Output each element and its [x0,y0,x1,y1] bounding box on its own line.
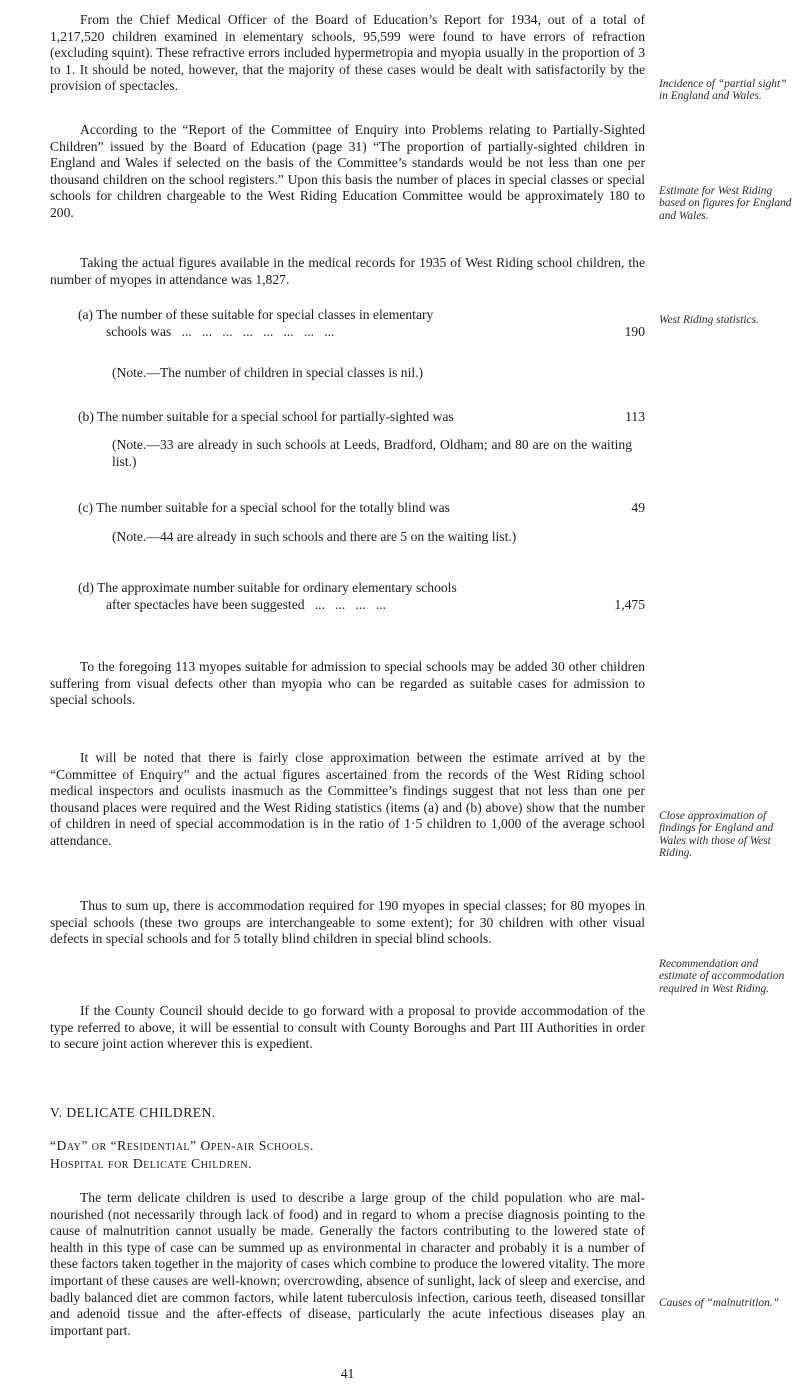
list-item-d [78,580,645,613]
list-item-a [78,307,645,340]
note-c: (Note.—44 are already in such schools and there are 5 on the waiting list.) [112,529,517,544]
item-label: (c) The number suitable for a special school for the totally blind was [78,500,450,515]
paragraph-summary: Thus to sum up, there is accommodation required for 190 myopes in special classes; for 80 myopes in special schools (these two groups are interchangeable to some extent); for 30 children with other visual defects in special schools and for 5 totally blind children in special blind schools. [50,898,645,947]
item-label-continued: schools was ... ... ... ... ... ... ... ... [106,323,335,339]
list-item-b [78,409,645,426]
margin-note-recommendation: Recommendation and estimate of accommodation required in West Riding. [659,958,785,995]
paragraph-myopes-attendance: Taking the actual figures available in the medical records for 1935 of West Riding school children, the number of myopes in attendance was 1,827. [50,255,645,287]
paragraph-county-council: If the County Council should decide to go forward with a proposal to provide accommodation of the type referred to above, it will be essential to consult with County Boroughs and Part III Authorities in order to secure joint action wherever this is expedient. [50,1003,645,1052]
item-value: 190 [624,323,645,339]
paragraph-committee-report: According to the “Report of the Committee of Enquiry into Problems relating to Partially-Sighted Children” issued by the Board of Education (page 31) “The proportion of partially-sighted children in England and Wales if selected on the basis of the Committee’s standards would be not less than one per thousand children on the school registers.” Upon this basis the number of places in special classes or special schools for children chargeable to the West Riding Education Committee would be approximately 180 to 200. [50,122,645,220]
section-subheading-hospital: Hospital for Delicate Children. [50,1156,252,1171]
list-item-c [78,500,645,517]
note-a: (Note.—The number of children in special classes is nil.) [112,365,424,380]
paragraph-delicate-children: The term delicate children is used to describe a large group of the child population who are mal-nourished (not necessarily through lack of food) and in regard to whom a precise diagnosis pointing to the cause of malnutrition cannot usually be made. Generally the factors contributing to the lowered state of health in this type of case can be summed up as environmental in character and probably it is a number of these factors taken together in the majority of cases which combine to produce the lowered vitality. The more important of these causes are well-known; overcrowding, absence of sunlight, lack of sleep and exercise, and badly balanced diet are common factors, while latent tuberculosis infection, carious teeth, diseased tonsillar and adenoid tissue and the after-effects of disease, particularly the acute infectious diseases play an important part. [50,1190,645,1338]
margin-note-malnutrition: Causes of “malnutrition.” [659,1297,779,1309]
item-value: 49 [631,500,645,515]
margin-note-approximation: Close approximation of findings for England and Wales with those of West Riding. [659,810,774,860]
paragraph-refraction-errors: From the Chief Medical Officer of the Board of Education’s Report for 1934, out of a total of 1,217,520 children examined in elementary schools, 95,599 were found to have errors of refraction (excluding squint). These refractive errors included hypermetropia and myopia usually in the proportion of 3 to 1. It should be noted, however, that the majority of these cases would be dealt with satisfactorily by the provision of spectacles. [50,12,645,94]
item-value: 113 [625,409,645,424]
note-b: (Note.—33 are already in such schools at Leeds, Bradford, Oldham; and 80 are on the waiting list.) [112,437,632,469]
item-label: (b) The number suitable for a special school for partially-sighted was [78,409,454,424]
page-number: 41 [340,1366,355,1381]
margin-note-estimate: Estimate for West Riding based on figures for England and Wales. [659,185,792,222]
section-subheading-open-air: “Day” or “Residential” Open-air Schools. [50,1138,314,1153]
paragraph-close-approximation: It will be noted that there is fairly close approximation between the estimate arrived at by the “Committee of Enquiry” and the actual figures ascertained from the records of the West Riding school medical inspectors and oculists inasmuch as the Committee’s findings suggest that not less than one per thousand places were required and the West Riding statistics (items (a) and (b) above) show that the number of children in need of special accommodation is in the ratio of 1·5 children to 1,000 of the average school attendance. [50,750,645,848]
margin-note-statistics: West Riding statistics. [659,314,759,326]
item-value: 1,475 [614,596,645,612]
item-label-continued: after spectacles have been suggested ... ... ... ... [106,596,387,612]
paragraph-foregoing-myopes: To the foregoing 113 myopes suitable for admission to special schools may be added 30 other children suffering from visual defects other than myopia who can be regarded as suitable cases for admission to special schools. [50,659,645,708]
margin-note-incidence: Incidence of “partial sight” in England and Wales. [659,78,787,103]
item-label: (d) The approximate number suitable for ordinary elementary schools [78,580,457,595]
item-label: (a) The number of these suitable for special classes in elementary [78,307,434,322]
section-heading: V. DELICATE CHILDREN. [50,1105,216,1120]
